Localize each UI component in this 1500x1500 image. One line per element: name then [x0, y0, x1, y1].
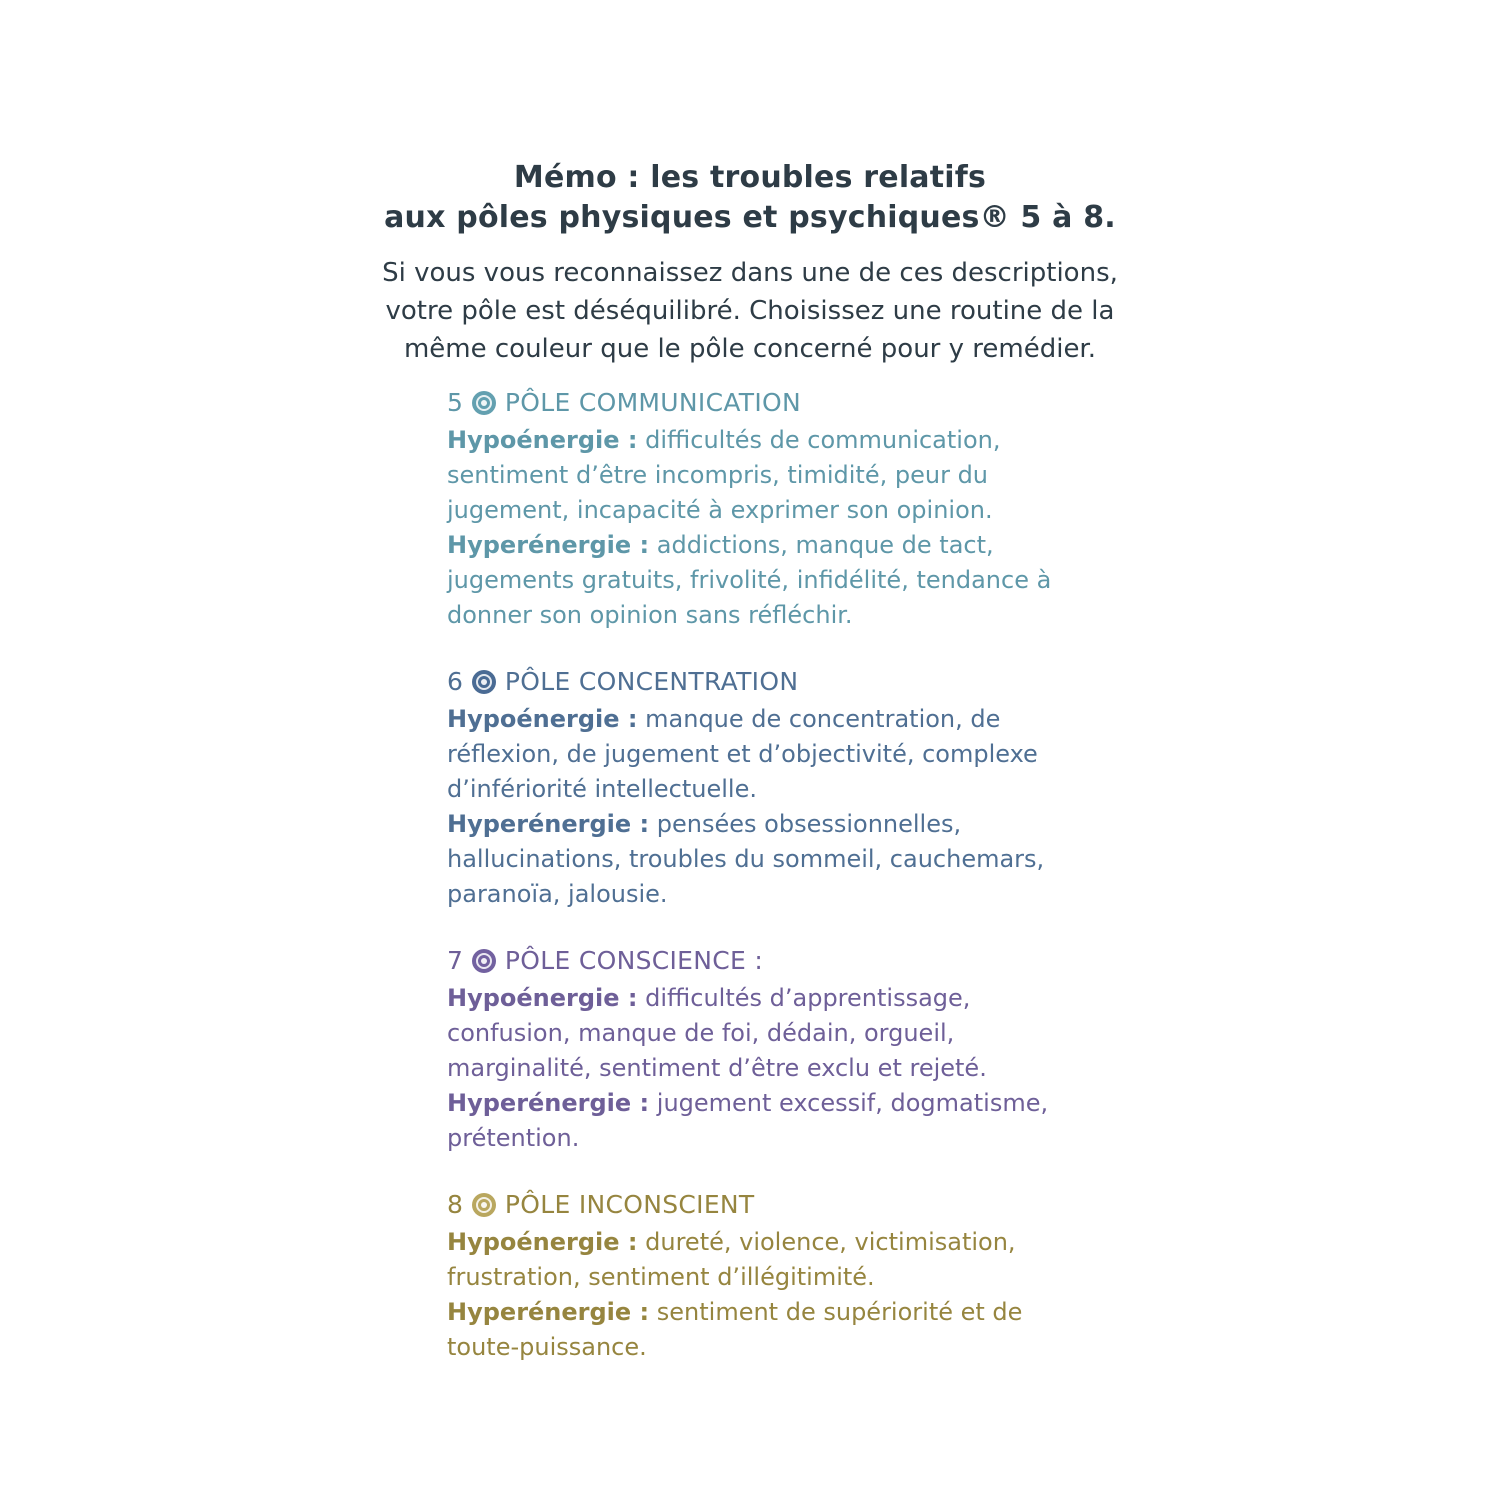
pole-section-6 [447, 667, 1087, 912]
pole-6-hypo-text: manque de concentration, de réflexion, de jugement et d’objectivité, complexe d’infériorité intellectuelle. [447, 705, 1038, 803]
pole-6-hyper-text: pensées obsessionnelles, hallucinations, troubles du sommeil, cauchemars, paranoïa, jalousie. [447, 810, 1045, 908]
pole-6-hyper [447, 807, 1087, 912]
chakra-communication-icon [472, 391, 496, 415]
hypo-label: Hypoénergie : [447, 984, 638, 1012]
pole-7-heading [447, 946, 1087, 976]
pole-7-name: PÔLE CONSCIENCE : [504, 946, 764, 975]
pole-section-5 [447, 388, 1087, 633]
intro-line-2: votre pôle est déséquilibré. Choisissez une routine de la [385, 296, 1115, 326]
hypo-label: Hypoénergie : [447, 1228, 638, 1256]
pole-sections [447, 388, 1087, 1365]
pole-8-hypo [447, 1225, 1087, 1295]
hyper-label: Hyperénergie : [447, 1089, 650, 1117]
pole-8-name: PÔLE INCONSCIENT [504, 1190, 755, 1219]
chakra-concentration-icon [472, 670, 496, 694]
chakra-conscience-icon [472, 949, 496, 973]
page-title [0, 158, 1500, 238]
title-line-2: aux pôles physiques et psychiques® 5 à 8. [384, 200, 1116, 235]
pole-8-body [447, 1225, 1087, 1365]
intro-text [0, 254, 1500, 368]
pole-6-body [447, 702, 1087, 912]
pole-7-number: 7 [447, 946, 463, 975]
chakra-inconscient-icon [472, 1193, 496, 1217]
memo-header [0, 158, 1500, 368]
intro-line-1: Si vous vous reconnaissez dans une de ces descriptions, [382, 258, 1118, 288]
pole-section-8 [447, 1190, 1087, 1365]
pole-6-name: PÔLE CONCENTRATION [504, 667, 799, 696]
pole-8-number: 8 [447, 1190, 463, 1219]
hyper-label: Hyperénergie : [447, 810, 650, 838]
pole-7-hyper-text: jugement excessif, dogmatisme, prétention. [447, 1089, 1049, 1152]
pole-6-hypo [447, 702, 1087, 807]
pole-6-heading [447, 667, 1087, 697]
pole-section-7 [447, 946, 1087, 1156]
hyper-label: Hyperénergie : [447, 1298, 650, 1326]
pole-6-number: 6 [447, 667, 463, 696]
hypo-label: Hypoénergie : [447, 426, 638, 454]
pole-5-body [447, 423, 1087, 633]
title-line-1: Mémo : les troubles relatifs [513, 160, 987, 195]
pole-7-hyper [447, 1086, 1087, 1156]
pole-8-hyper-text: sentiment de supériorité et de toute-puissance. [447, 1298, 1023, 1361]
pole-8-heading [447, 1190, 1087, 1220]
pole-7-body [447, 981, 1087, 1156]
pole-5-hyper-text: addictions, manque de tact, jugements gratuits, frivolité, infidélité, tendance à donner son opinion sans réfléchir. [447, 531, 1052, 629]
pole-8-hypo-text: dureté, violence, victimisation, frustration, sentiment d’illégitimité. [447, 1228, 1016, 1291]
pole-5-number: 5 [447, 388, 463, 417]
pole-5-hyper [447, 528, 1087, 633]
pole-5-name: PÔLE COMMUNICATION [504, 388, 802, 417]
pole-7-hypo [447, 981, 1087, 1086]
hyper-label: Hyperénergie : [447, 531, 650, 559]
pole-5-hypo [447, 423, 1087, 528]
intro-line-3: même couleur que le pôle concerné pour y remédier. [403, 334, 1097, 364]
pole-5-hypo-text: difficultés de communication, sentiment d’être incompris, timidité, peur du jugement, incapacité à exprimer son opinion. [447, 426, 1001, 524]
pole-5-heading [447, 388, 1087, 418]
pole-8-hyper [447, 1295, 1087, 1365]
pole-7-hypo-text: difficultés d’apprentissage, confusion, manque de foi, dédain, orgueil, marginalité, sentiment d’être exclu et rejeté. [447, 984, 987, 1082]
hypo-label: Hypoénergie : [447, 705, 638, 733]
